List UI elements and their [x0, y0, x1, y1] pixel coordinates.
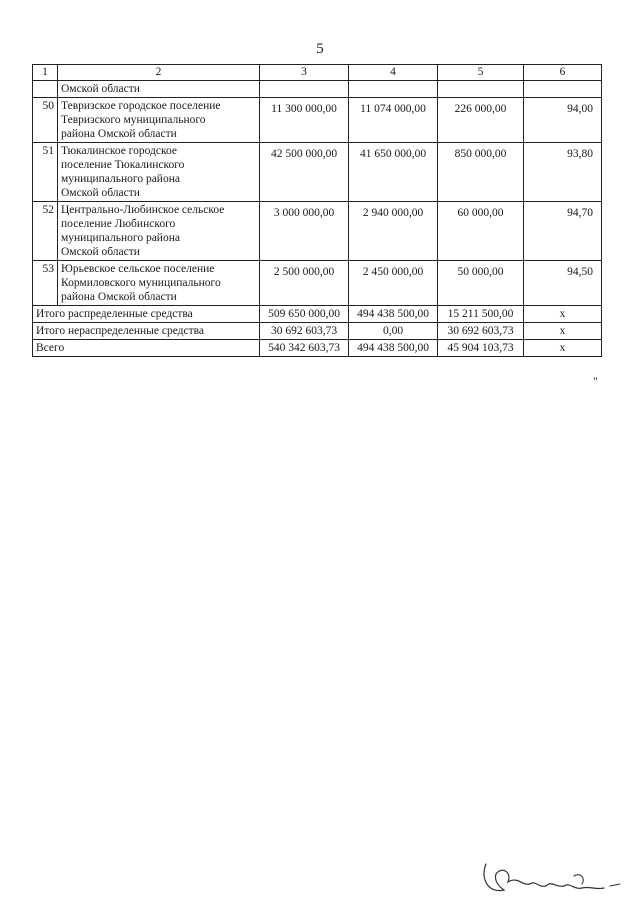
percent-col6: х: [524, 306, 602, 323]
amount-col3: 3 000 000,00: [260, 202, 349, 261]
settlement-name: Тюкалинское городское поселение Тюкалинского муниципального района Омской области: [58, 143, 260, 202]
percent-col6: х: [524, 340, 602, 357]
column-number-header-row: [33, 65, 602, 81]
amount-col5: 30 692 603,73: [438, 323, 524, 340]
closing-quote-mark: ": [593, 374, 598, 388]
amount-col3: 30 692 603,73: [260, 323, 349, 340]
amount-col3: 11 300 000,00: [260, 98, 349, 143]
amount-col4: 11 074 000,00: [349, 98, 438, 143]
amount-col3: 2 500 000,00: [260, 261, 349, 306]
column-header: 1: [33, 65, 58, 81]
percent-col6: 94,00: [524, 98, 602, 143]
row-number: 50: [33, 98, 58, 143]
amount-col4: 2 450 000,00: [349, 261, 438, 306]
table-row: [33, 143, 602, 202]
amount-col4: 41 650 000,00: [349, 143, 438, 202]
settlement-name: Центрально-Любинское сельское поселение Любинского муниципального района Омской области: [58, 202, 260, 261]
settlement-name: Тевризское городское поселение Тевризского муниципального района Омской области: [58, 98, 260, 143]
continuation-row: [33, 81, 602, 98]
page-number: 5: [316, 41, 324, 57]
settlement-name: Юрьевское сельское поселение Кормиловского муниципального района Омской области: [58, 261, 260, 306]
table-row: [33, 202, 602, 261]
amount-col5: 45 904 103,73: [438, 340, 524, 357]
total-row-distributed: [33, 306, 602, 323]
amount-col4: 0,00: [349, 323, 438, 340]
total-label: Итого распределенные средства: [33, 306, 260, 323]
table-row: [33, 98, 602, 143]
percent-col6: 94,50: [524, 261, 602, 306]
total-row-undistributed: [33, 323, 602, 340]
column-header: 6: [524, 65, 602, 81]
amount-col4: 494 438 500,00: [349, 340, 438, 357]
amount-col5: 226 000,00: [438, 98, 524, 143]
column-header: 3: [260, 65, 349, 81]
percent-col6: х: [524, 323, 602, 340]
percent-col6: 93,80: [524, 143, 602, 202]
percent-col6: 94,70: [524, 202, 602, 261]
amount-col5: 850 000,00: [438, 143, 524, 202]
amount-col4: 494 438 500,00: [349, 306, 438, 323]
amount-col3: 509 650 000,00: [260, 306, 349, 323]
total-label: Всего: [33, 340, 260, 357]
row-number: 52: [33, 202, 58, 261]
column-header: 2: [58, 65, 260, 81]
amount-col3: 540 342 603,73: [260, 340, 349, 357]
amount-col5: 60 000,00: [438, 202, 524, 261]
amount-col5: 50 000,00: [438, 261, 524, 306]
handwritten-signature: [478, 850, 628, 900]
amount-col3: 42 500 000,00: [260, 143, 349, 202]
total-row-grand: [33, 340, 602, 357]
amount-col5: 15 211 500,00: [438, 306, 524, 323]
table-row: [33, 261, 602, 306]
budget-distribution-table: [32, 64, 602, 357]
column-header: 5: [438, 65, 524, 81]
continuation-text: Омской области: [58, 81, 260, 98]
row-number: 51: [33, 143, 58, 202]
total-label: Итого нераспределенные средства: [33, 323, 260, 340]
column-header: 4: [349, 65, 438, 81]
row-number: 53: [33, 261, 58, 306]
amount-col4: 2 940 000,00: [349, 202, 438, 261]
